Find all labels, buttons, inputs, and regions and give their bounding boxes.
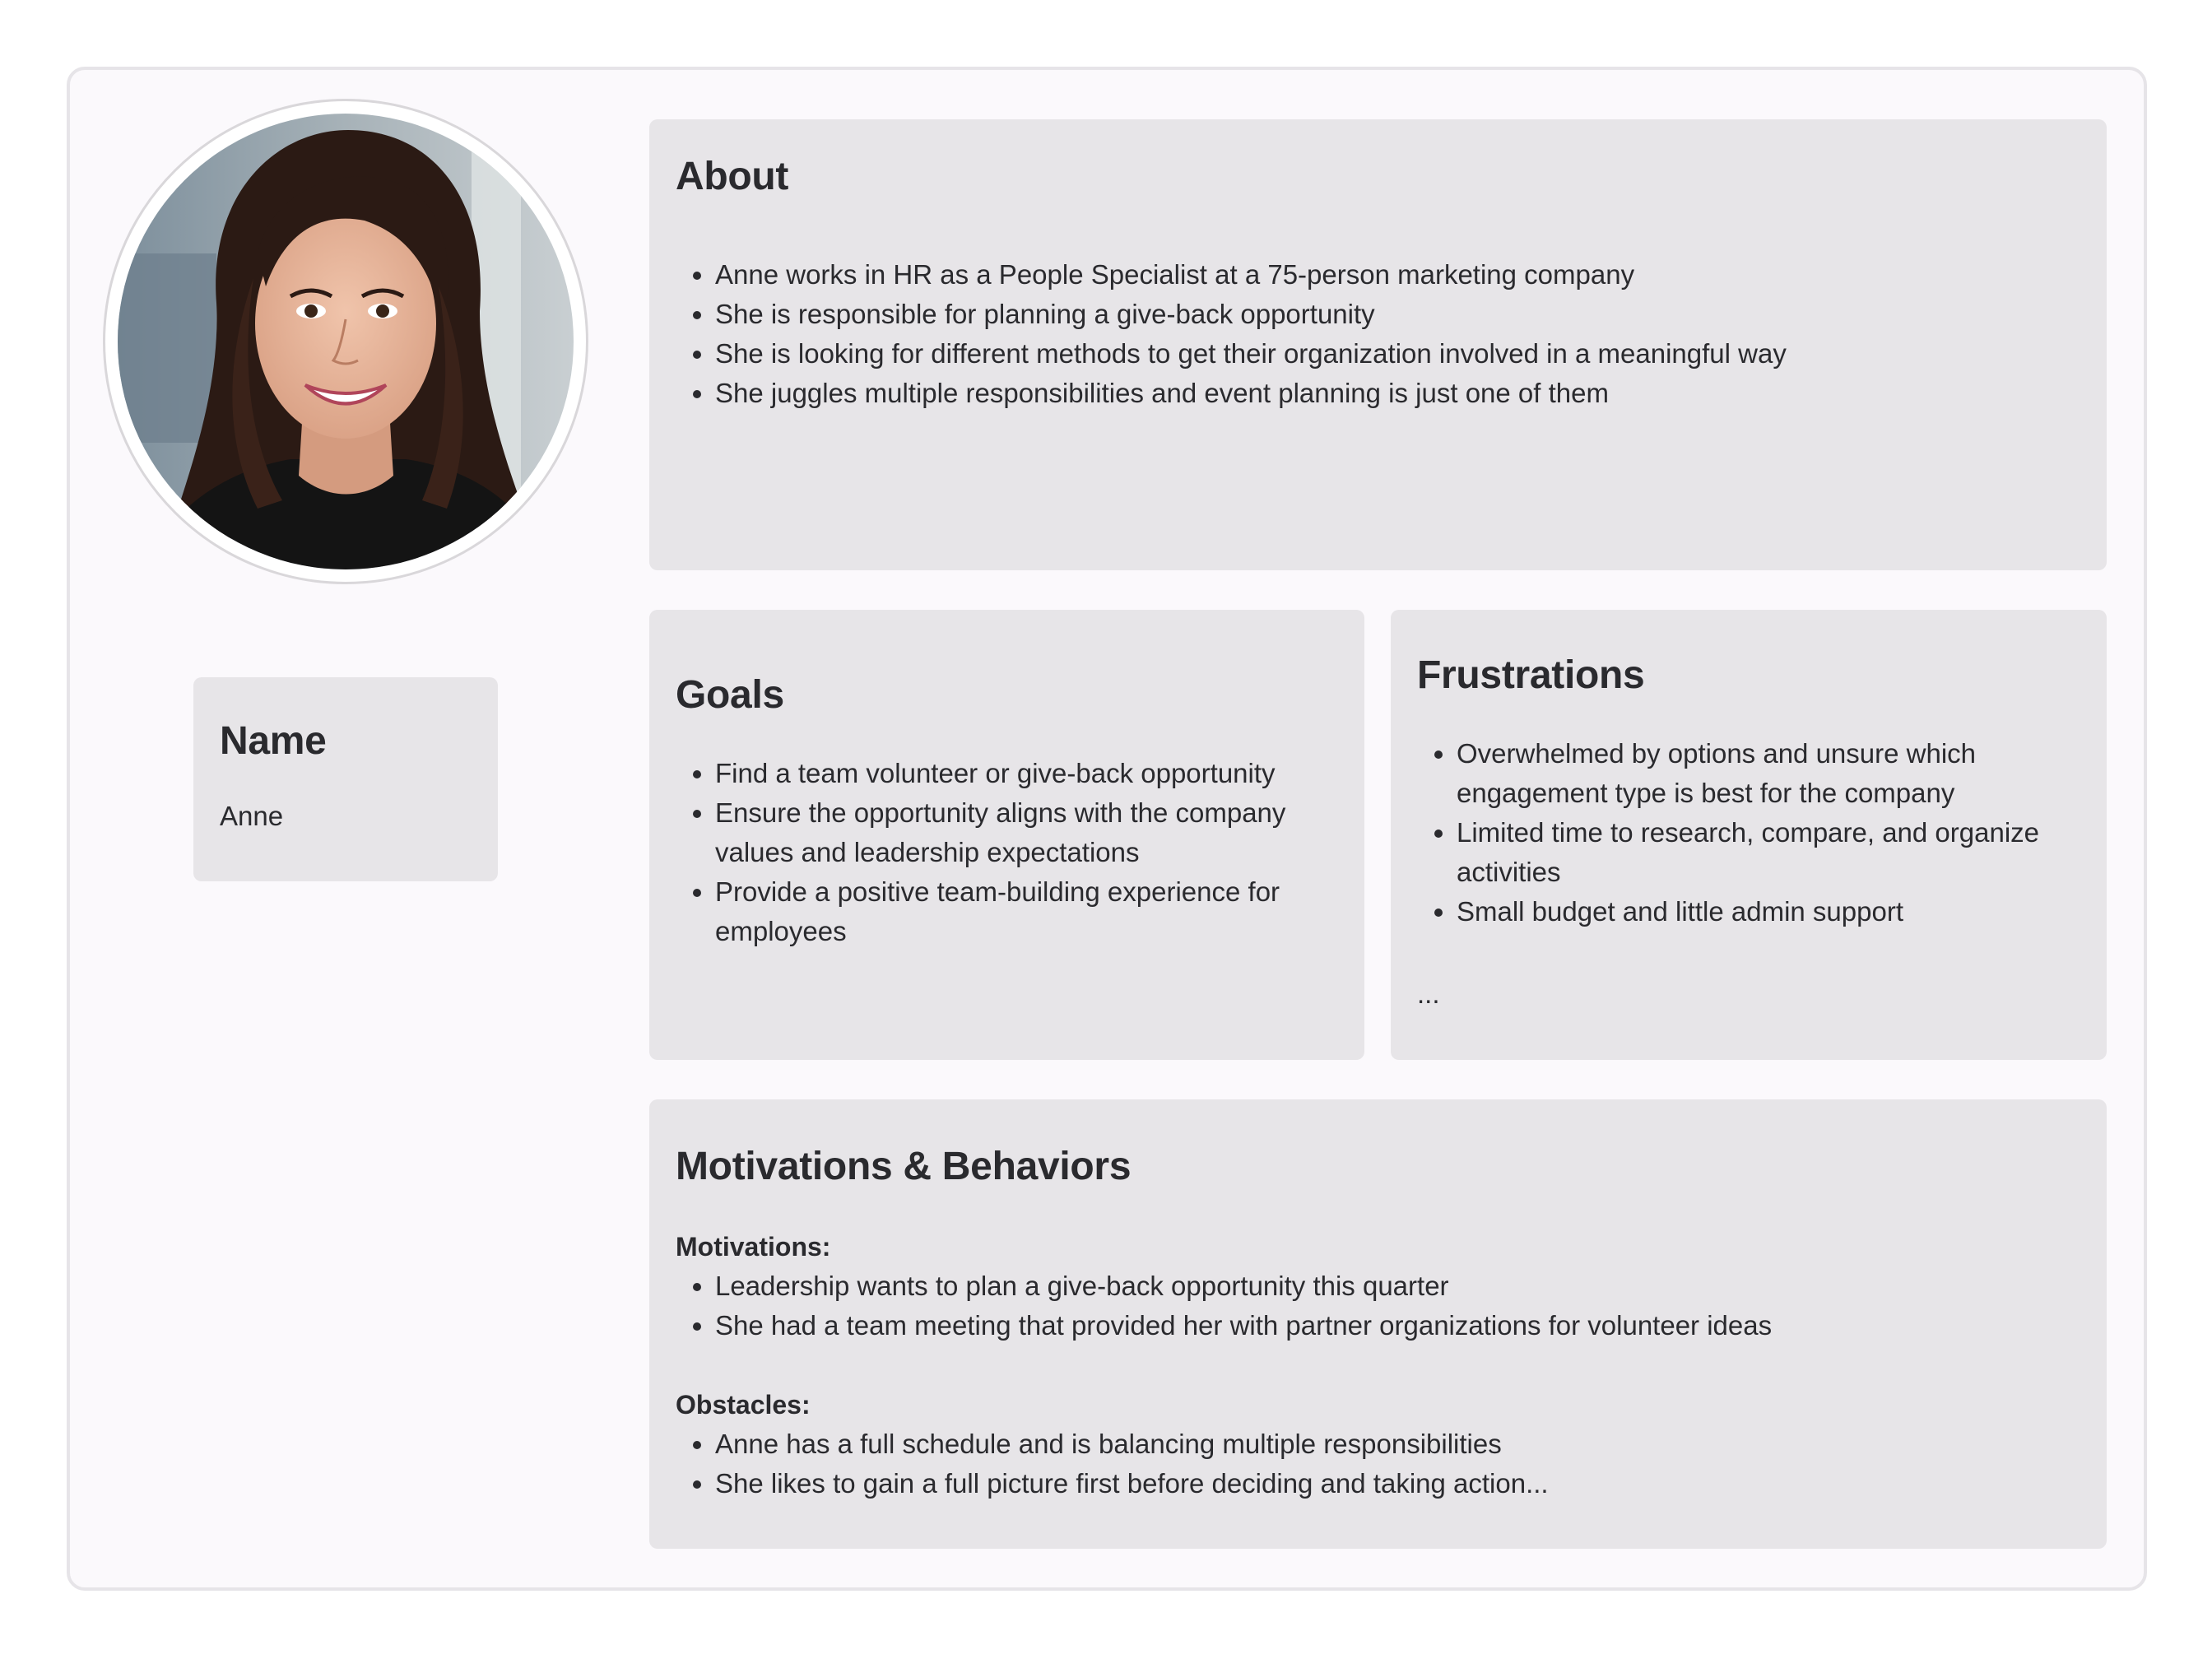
name-card-title: Name <box>220 719 327 763</box>
motivations-label: Motivations: <box>676 1232 831 1262</box>
list-item: • Leadership wants to plan a give-back opportunity this quarter <box>715 1266 2080 1306</box>
list-item: • Overwhelmed by options and unsure which engagement type is best for the company <box>1457 734 2080 813</box>
motivations-title: Motivations & Behaviors <box>676 1145 1132 1188</box>
about-list <box>676 255 2080 413</box>
goals-card <box>649 610 1364 1060</box>
list-item: • Anne works in HR as a People Specialist at a 75-person marketing company <box>715 255 2080 295</box>
list-item: • Small budget and little admin support <box>1457 892 2080 932</box>
persona-name: Anne <box>220 801 284 831</box>
frustrations-title: Frustrations <box>1417 653 1645 697</box>
list-item: • She likes to gain a full picture first before deciding and taking action... <box>715 1464 2080 1503</box>
name-card <box>193 677 498 881</box>
list-item: • She is looking for different methods to get their organization involved in a meaningful way <box>715 334 2080 374</box>
frustrations-card <box>1391 610 2107 1060</box>
motivations-list <box>676 1266 2080 1345</box>
list-item: • She had a team meeting that provided her with partner organizations for volunteer ideas <box>715 1306 2080 1345</box>
motivations-card <box>649 1099 2107 1549</box>
list-item: • Find a team volunteer or give-back opportunity <box>715 754 1338 793</box>
list-item: • Anne has a full schedule and is balancing multiple responsibilities <box>715 1424 2080 1464</box>
about-card <box>649 119 2107 570</box>
goals-title: Goals <box>676 673 784 717</box>
list-item: • She juggles multiple responsibilities and event planning is just one of them <box>715 374 2080 413</box>
obstacles-list <box>676 1424 2080 1503</box>
obstacles-label: Obstacles: <box>676 1390 811 1420</box>
frustrations-list <box>1417 734 2080 932</box>
frustrations-more: ... <box>1417 978 1440 1009</box>
goals-list <box>676 754 1338 951</box>
avatar <box>118 114 574 569</box>
person-photo-icon <box>118 114 574 569</box>
list-item: • She is responsible for planning a give-back opportunity <box>715 295 2080 334</box>
about-title: About <box>676 155 789 198</box>
list-item: • Limited time to research, compare, and organize activities <box>1457 813 2080 892</box>
list-item: • Provide a positive team-building experience for employees <box>715 872 1338 951</box>
list-item: • Ensure the opportunity aligns with the company values and leadership expectations <box>715 793 1338 872</box>
